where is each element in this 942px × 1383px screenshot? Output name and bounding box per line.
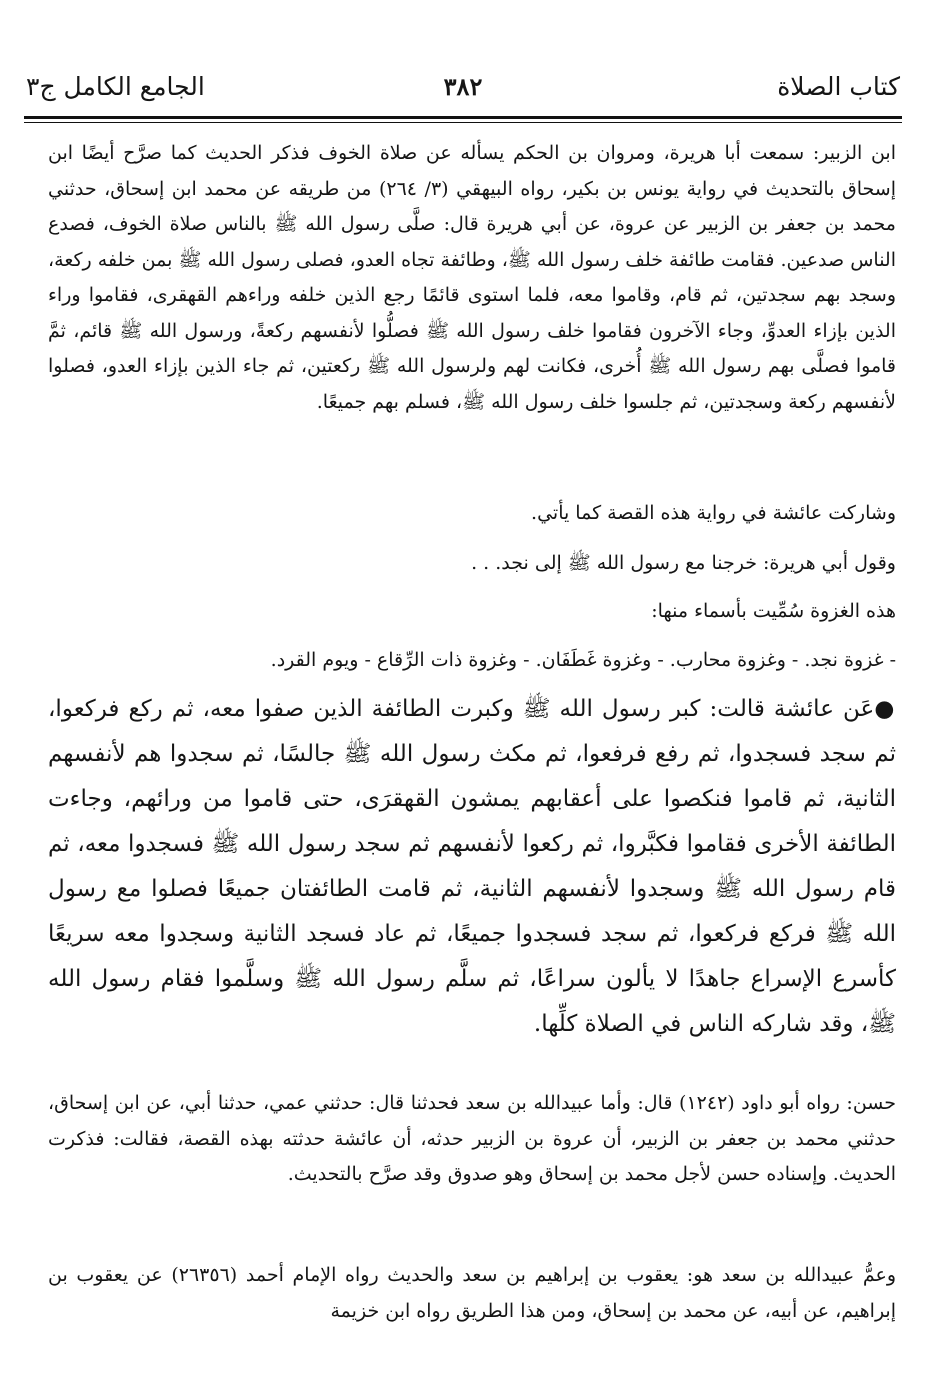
note-names-heading: هذه الغزوة سُمِّيت بأسماء منها: — [651, 600, 896, 622]
header-divider-thin — [24, 122, 902, 123]
commentary-paragraph — [48, 1258, 896, 1329]
note-paragraph — [48, 546, 896, 582]
hadith-paragraph — [48, 686, 896, 1047]
hadith-body: عَن عائشة قالت: كبر رسول الله ﷺ وكبرت الطائفة الذين صفوا معه، ثم ركع فركعوا، ثم سجد فسجدوا، ثم رفع فرفعوا، ثم مكث رسول الله ﷺ جالسًا، ثم سجدوا هم لأنفسهم الثانية، ثم قاموا فنكصوا على أعقابهم يمشون القهقرَى، حتى قاموا من ورائهم، وجاءت الطائفة الأخرى فقاموا فكبَّروا، ثم ركعوا لأنفسهم ثم سجد رسول الله ﷺ فسجدوا معه، ثم قام رسول الله ﷺ وسجدوا لأنفسهم الثانية، ثم قامت الطائفتان جميعًا فصلوا مع رسول الله ﷺ فركع فركعوا، ثم سجد فسجدوا جميعًا، ثم عاد فسجد الثانية وسجدوا معه سريعًا كأسرع الإسراع جاهدًا لا يألون سراعًا، ثم سلَّم رسول الله ﷺ وسلَّموا فقام رسول الله ﷺ، وقد شاركه الناس في الصلاة كلِّها. — [48, 696, 896, 1037]
book-volume-title: الجامع الكامل ج٣ — [26, 72, 205, 101]
note-abu-hurayra: وقول أبي هريرة: خرجنا مع رسول الله ﷺ إلى نجد. . . — [471, 552, 896, 574]
intro-paragraph — [48, 136, 896, 420]
note-paragraph — [48, 496, 896, 532]
commentary-grading: حسن: رواه أبو داود (١٢٤٢) قال: وأما عبيدالله بن سعد فحدثنا قال: حدثني عمي، حدثنا أبي، عن ابن إسحاق، حدثني محمد بن جعفر بن الزبير، أن عروة بن الزبير حدثه، أن عائشة حدثته بهذه القصة، فقالت: فذكرت الحديث. وإسناده حسن لأجل محمد بن إسحاق وهو صدوق وقد صرَّح بالتحديث. — [48, 1092, 896, 1185]
commentary-chain: وعمُّ عبيدالله بن سعد هو: يعقوب بن إبراهيم بن سعد والحديث رواه الإمام أحمد (٢٦٣٥٦) عن يعقوب بن إبراهيم، عن أبيه، عن محمد بن إسحاق، ومن هذا الطريق رواه ابن خزيمة — [48, 1264, 896, 1322]
intro-text: ابن الزبير: سمعت أبا هريرة، ومروان بن الحكم يسأله عن صلاة الخوف فذكر الحديث كما صرَّح أيضًا ابن إسحاق بالتحديث في رواية يونس بن بكير، رواه البيهقي (٣/ ٢٦٤) من طريقه عن محمد ابن إسحاق، حدثني محمد بن جعفر بن الزبير عن عروة، عن أبي هريرة قال: صلَّى رسول الله ﷺ بالناس صلاة الخوف، فصدع الناس صدعين. فقامت طائفة خلف رسول الله ﷺ، وطائفة تجاه العدو، فصلى رسول الله ﷺ بمن خلفه ركعة، وسجد بهم سجدتين، ثم قام، وقاموا معه، فلما استوى قائمًا رجع الذين خلفه وراءهم القهقرى، فقاموا وراء الذين بإزاء العدوِّ، وجاء الآخرون فقاموا خلف رسول الله ﷺ فصلُّوا لأنفسهم ركعةً، ورسول الله ﷺ قائم، ثمَّ قاموا فصلَّى بهم رسول الله ﷺ أُخرى، فكانت لهم ولرسول الله ﷺ ركعتين، ثم جاء الذين بإزاء العدو، فصلوا لأنفسهم ركعة وسجدتين، ثم جلسوا خلف رسول الله ﷺ، فسلم بهم جميعًا. — [48, 142, 896, 413]
page-header — [26, 70, 900, 110]
commentary-paragraph — [48, 1086, 896, 1193]
page-number: ٣٨٢ — [443, 72, 483, 101]
header-divider-thick — [24, 116, 902, 119]
hadith-text — [48, 686, 896, 1047]
note-aisha: وشاركت عائشة في رواية هذه القصة كما يأتي. — [531, 502, 896, 524]
hadith-bullet: ● — [874, 695, 896, 722]
note-paragraph — [48, 643, 896, 679]
book-section-title: كتاب الصلاة — [777, 72, 900, 101]
note-paragraph — [48, 594, 896, 630]
note-battle-names: - غزوة نجد. - وغزوة محارب. - وغزوة غَطَفَان. - وغزوة ذات الرِّقاع - ويوم القرد. — [270, 649, 896, 671]
